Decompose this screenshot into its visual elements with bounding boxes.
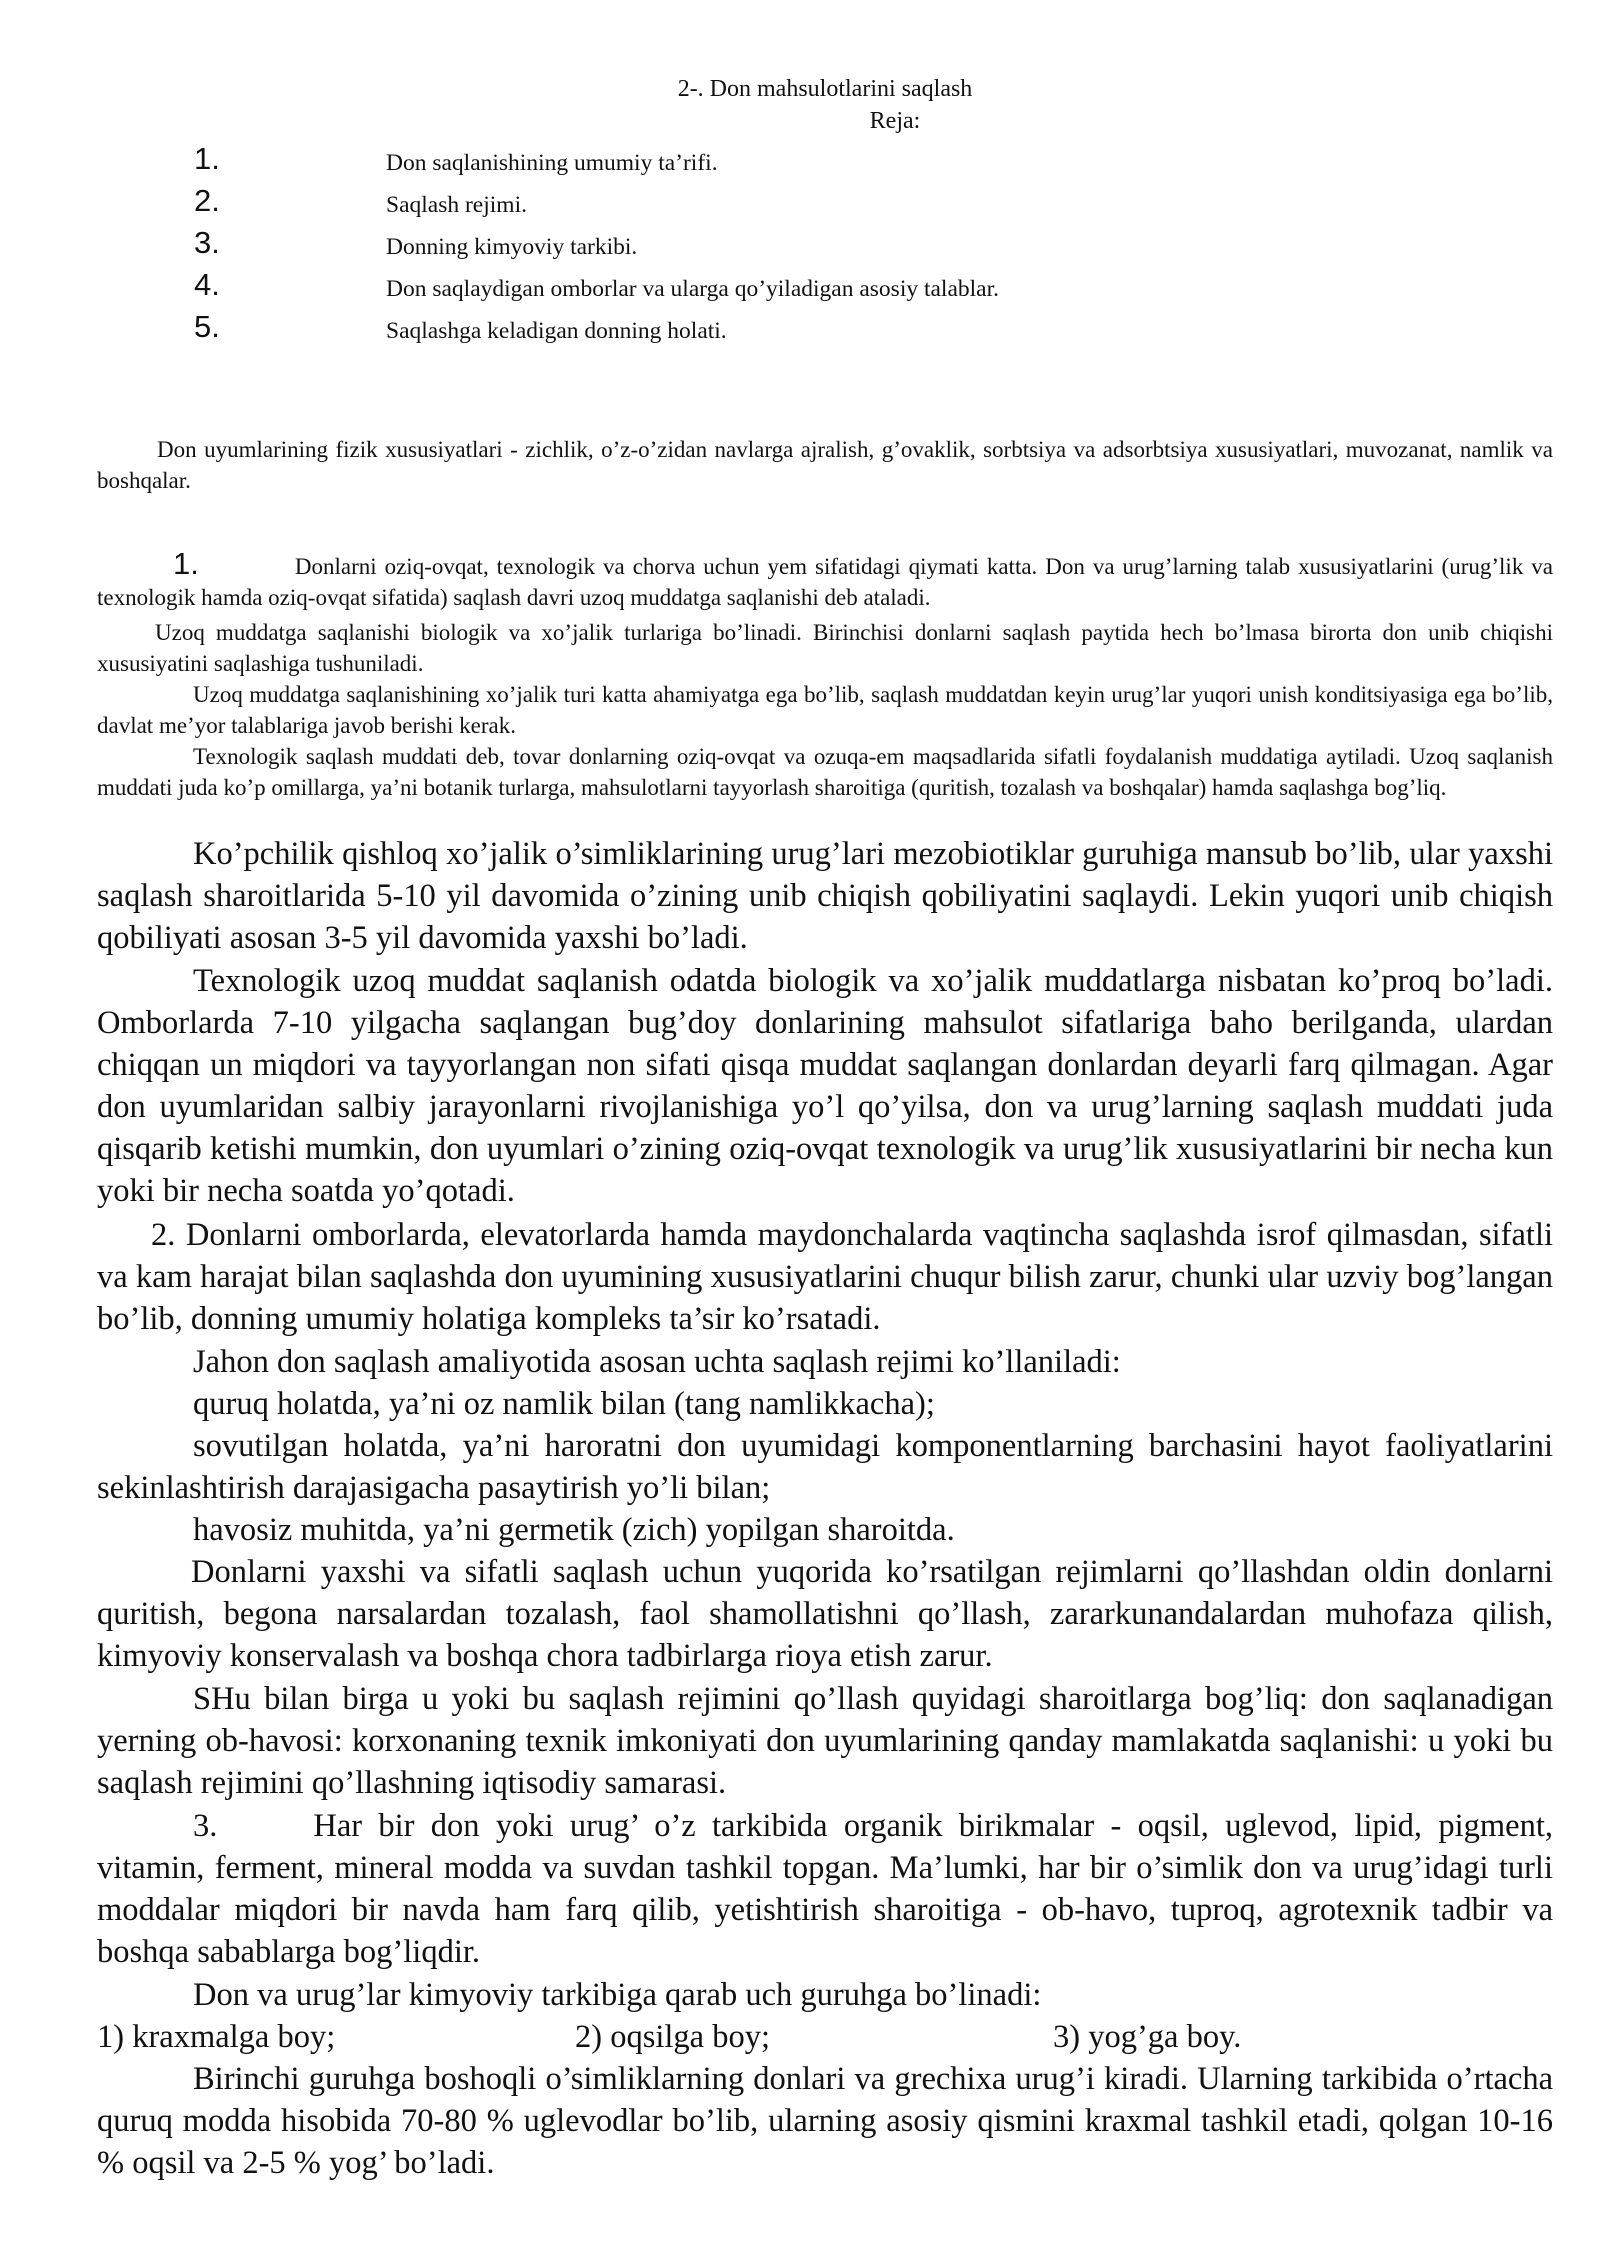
groups-row [97,2016,1553,2058]
plan-item-text: Saqlash rejimi. [386,192,527,218]
plan-item-number: 3. [194,225,220,260]
plan-item-text: Saqlashga keladigan donning holati. [386,318,727,344]
paragraph-3: Uzoq muddatga saqlanishining xo’jalik turi katta ahamiyatga ega bo’lib, saqlash muddatdan keyin urug’lar yuqori unish konditsiyasiga ega bo’lib, davlat me’yor talablariga javob berishi kerak. [97,682,1553,738]
paragraph-intro: Don uyumlarining fizik xususiyatlari - zichlik, o’z-o’zidan navlarga ajralish, g’ovaklik, sorbtsiya va adsorbtsiya xususiyatlari, muvozanat, namlik va boshqalar. [97,437,1553,493]
paragraph-12: Donlarni yaxshi va sifatli saqlash uchun yuqorida ko’rsatilgan rejimlarni qo’llashdan oldin donlarni quritish, begona narsalardan tozalash, faol shamollatishni qo’llash, zararkunandalardan muhofaza qilish, kimyoviy konservalash va boshqa chora tadbirlarga rioya etish zarur. [97,1554,1553,1674]
paragraph-2: Uzoq muddatga saqlanishi biologik va xo’jalik turlariga bo’linadi. Birinchisi donlarni saqlash paytida hech bo’lmasa birorta don unib chiqishi xususiyatini saqlashiga tushuniladi. [97,620,1553,676]
paragraph-14-text: Har bir don yoki urug’ o’z tarkibida organik birikmalar - oqsil, uglevod, lipid, pigment, vitamin, ferment, mineral modda va suvdan tashkil topgan. Ma’lumki, har bir o’simlik don va urug’idagi turli moddalar miqdori bir navda ham farq qilib, yetishtirish sharoitiga - ob-havo, tuproq, agrotexnik tadbir va boshqa sabablarga bog’liqdir. [97,1808,1553,1970]
paragraph-4: Texnologik saqlash muddati deb, tovar donlarning oziq-ovqat va ozuqa-em maqsadlarida sifatli foydalanish muddatiga aytiladi. Uzoq saqlanish muddati juda ko’p omillarga, ya’ni botanik turlarga, mahsulotlarni tayyorlash sharoitiga (quritish, tozalash va boshqalar) hamda saqlashga bog’liq. [97,744,1553,800]
section-number: 3. [193,1808,218,1844]
paragraph-6: Texnologik uzoq muddat saqlanish odatda biologik va xo’jalik muddatlarga nisbatan ko’proq bo’ladi. Omborlarda 7-10 yilgacha saqlangan bug’doy donlarining mahsulot sifatlariga baho berilganda, ulardan chiqqan un miqdori va tayyorlangan non sifati qisqa muddat saqlangan donlardan deyarli farq qilmagan. Agar don uyumlaridan salbiy jarayonlarni rivojlanishiga yo’l qo’yilsa, don va urug’larning saqlash muddati juda qisqarib ketishi mumkin, don uyumlari o’zining oziq-ovqat texnologik va urug’lik xususiyatlarini bir necha kun yoki bir necha soatda yo’qotadi. [97,963,1553,1209]
paragraph-13: SHu bilan birga u yoki bu saqlash rejimini qo’llash quyidagi sharoitlarga bog’liq: don saqlanadigan yerning ob-havosi: korxonaning texnik imkoniyati don uyumlarining qanday mamlakatda saqlanishi: u yoki bu saqlash rejimini qo’llashning iqtisodiy samarasi. [97,1681,1553,1801]
group-item: 2) oqsilga boy; [575,2019,770,2055]
paragraph-11: havosiz muhitda, ya’ni germetik (zich) yopilgan sharoitda. [193,1512,955,1548]
paragraph-5: Ko’pchilik qishloq xo’jalik o’simliklarining urug’lari mezobiotiklar guruhiga mansub bo’lib, ular yaxshi saqlash sharoitlarida 5-10 yil davomida o’zining unib chiqish qobiliyatini saqlaydi. Lekin yuqori unib chiqish qobiliyati asosan 3-5 yil davomida yaxshi bo’ladi. [97,836,1553,956]
plan-item-number: 5. [194,309,220,344]
paragraph-8: Jahon don saqlash amaliyotida asosan uchta saqlash rejimi ko’llaniladi: [193,1344,1121,1380]
group-item: 3) yog’ga boy. [1053,2019,1242,2055]
paragraph-1-text: Donlarni oziq-ovqat, texnologik va chorva uchun yem sifatidagi qiymati katta. Don va urug’larning talab xususiyatlarini (urug’lik va texnologik hamda oziq-ovqat sifatida) saqlash davri uzoq muddatga saqlanishi deb ataladi. [97,554,1553,610]
plan-item-number: 1. [194,141,220,176]
plan-item-text: Donning kimyoviy tarkibi. [386,234,638,260]
paragraph-9: quruq holatda, ya’ni oz namlik bilan (tang namlikkacha); [193,1386,935,1422]
document-title: 2-. Don mahsulotlarini saqlash [677,76,973,102]
group-item: 1) kraxmalga boy; [97,2019,336,2055]
plan-item-number: 2. [194,183,220,218]
paragraph-10: sovutilgan holatda, ya’ni haroratni don uyumidagi komponentlarning barchasini hayot faoliyatlarini sekinlashtirish darajasigacha pasaytirish yo’li bilan; [97,1428,1553,1506]
plan-item-text: Don saqlaydigan omborlar va ularga qo’yiladigan asosiy talablar. [386,276,1000,302]
paragraph-14 [97,1805,1553,1973]
plan-item-number: 4. [194,267,220,302]
paragraph-1 [97,548,1553,613]
plan-heading: Reja: [869,108,921,134]
paragraph-15: Don va urug’lar kimyoviy tarkibiga qarab uch guruhga bo’linadi: [193,1977,1042,2013]
paragraph-7: 2. Donlarni omborlarda, elevatorlarda hamda maydonchalarda vaqtincha saqlashda isrof qilmasdan, sifatli va kam harajat bilan saqlashda don uyumining xususiyatlarini chuqur bilish zarur, chunki ular uzviy bog’langan bo’lib, donning umumiy holatiga kompleks ta’sir ko’rsatadi. [97,1217,1553,1337]
paragraph-16: Birinchi guruhga boshoqli o’simliklarning donlari va grechixa urug’i kiradi. Ularning tarkibida o’rtacha quruq modda hisobida 70-80 % uglevodlar bo’lib, ularning asosiy qismini kraxmal tashkil etadi, qolgan 10-16 % oqsil va 2-5 % yog’ bo’ladi. [97,2061,1553,2181]
plan-item-text: Don saqlanishining umumiy ta’rifi. [386,150,718,176]
section-number: 1. [173,546,199,581]
